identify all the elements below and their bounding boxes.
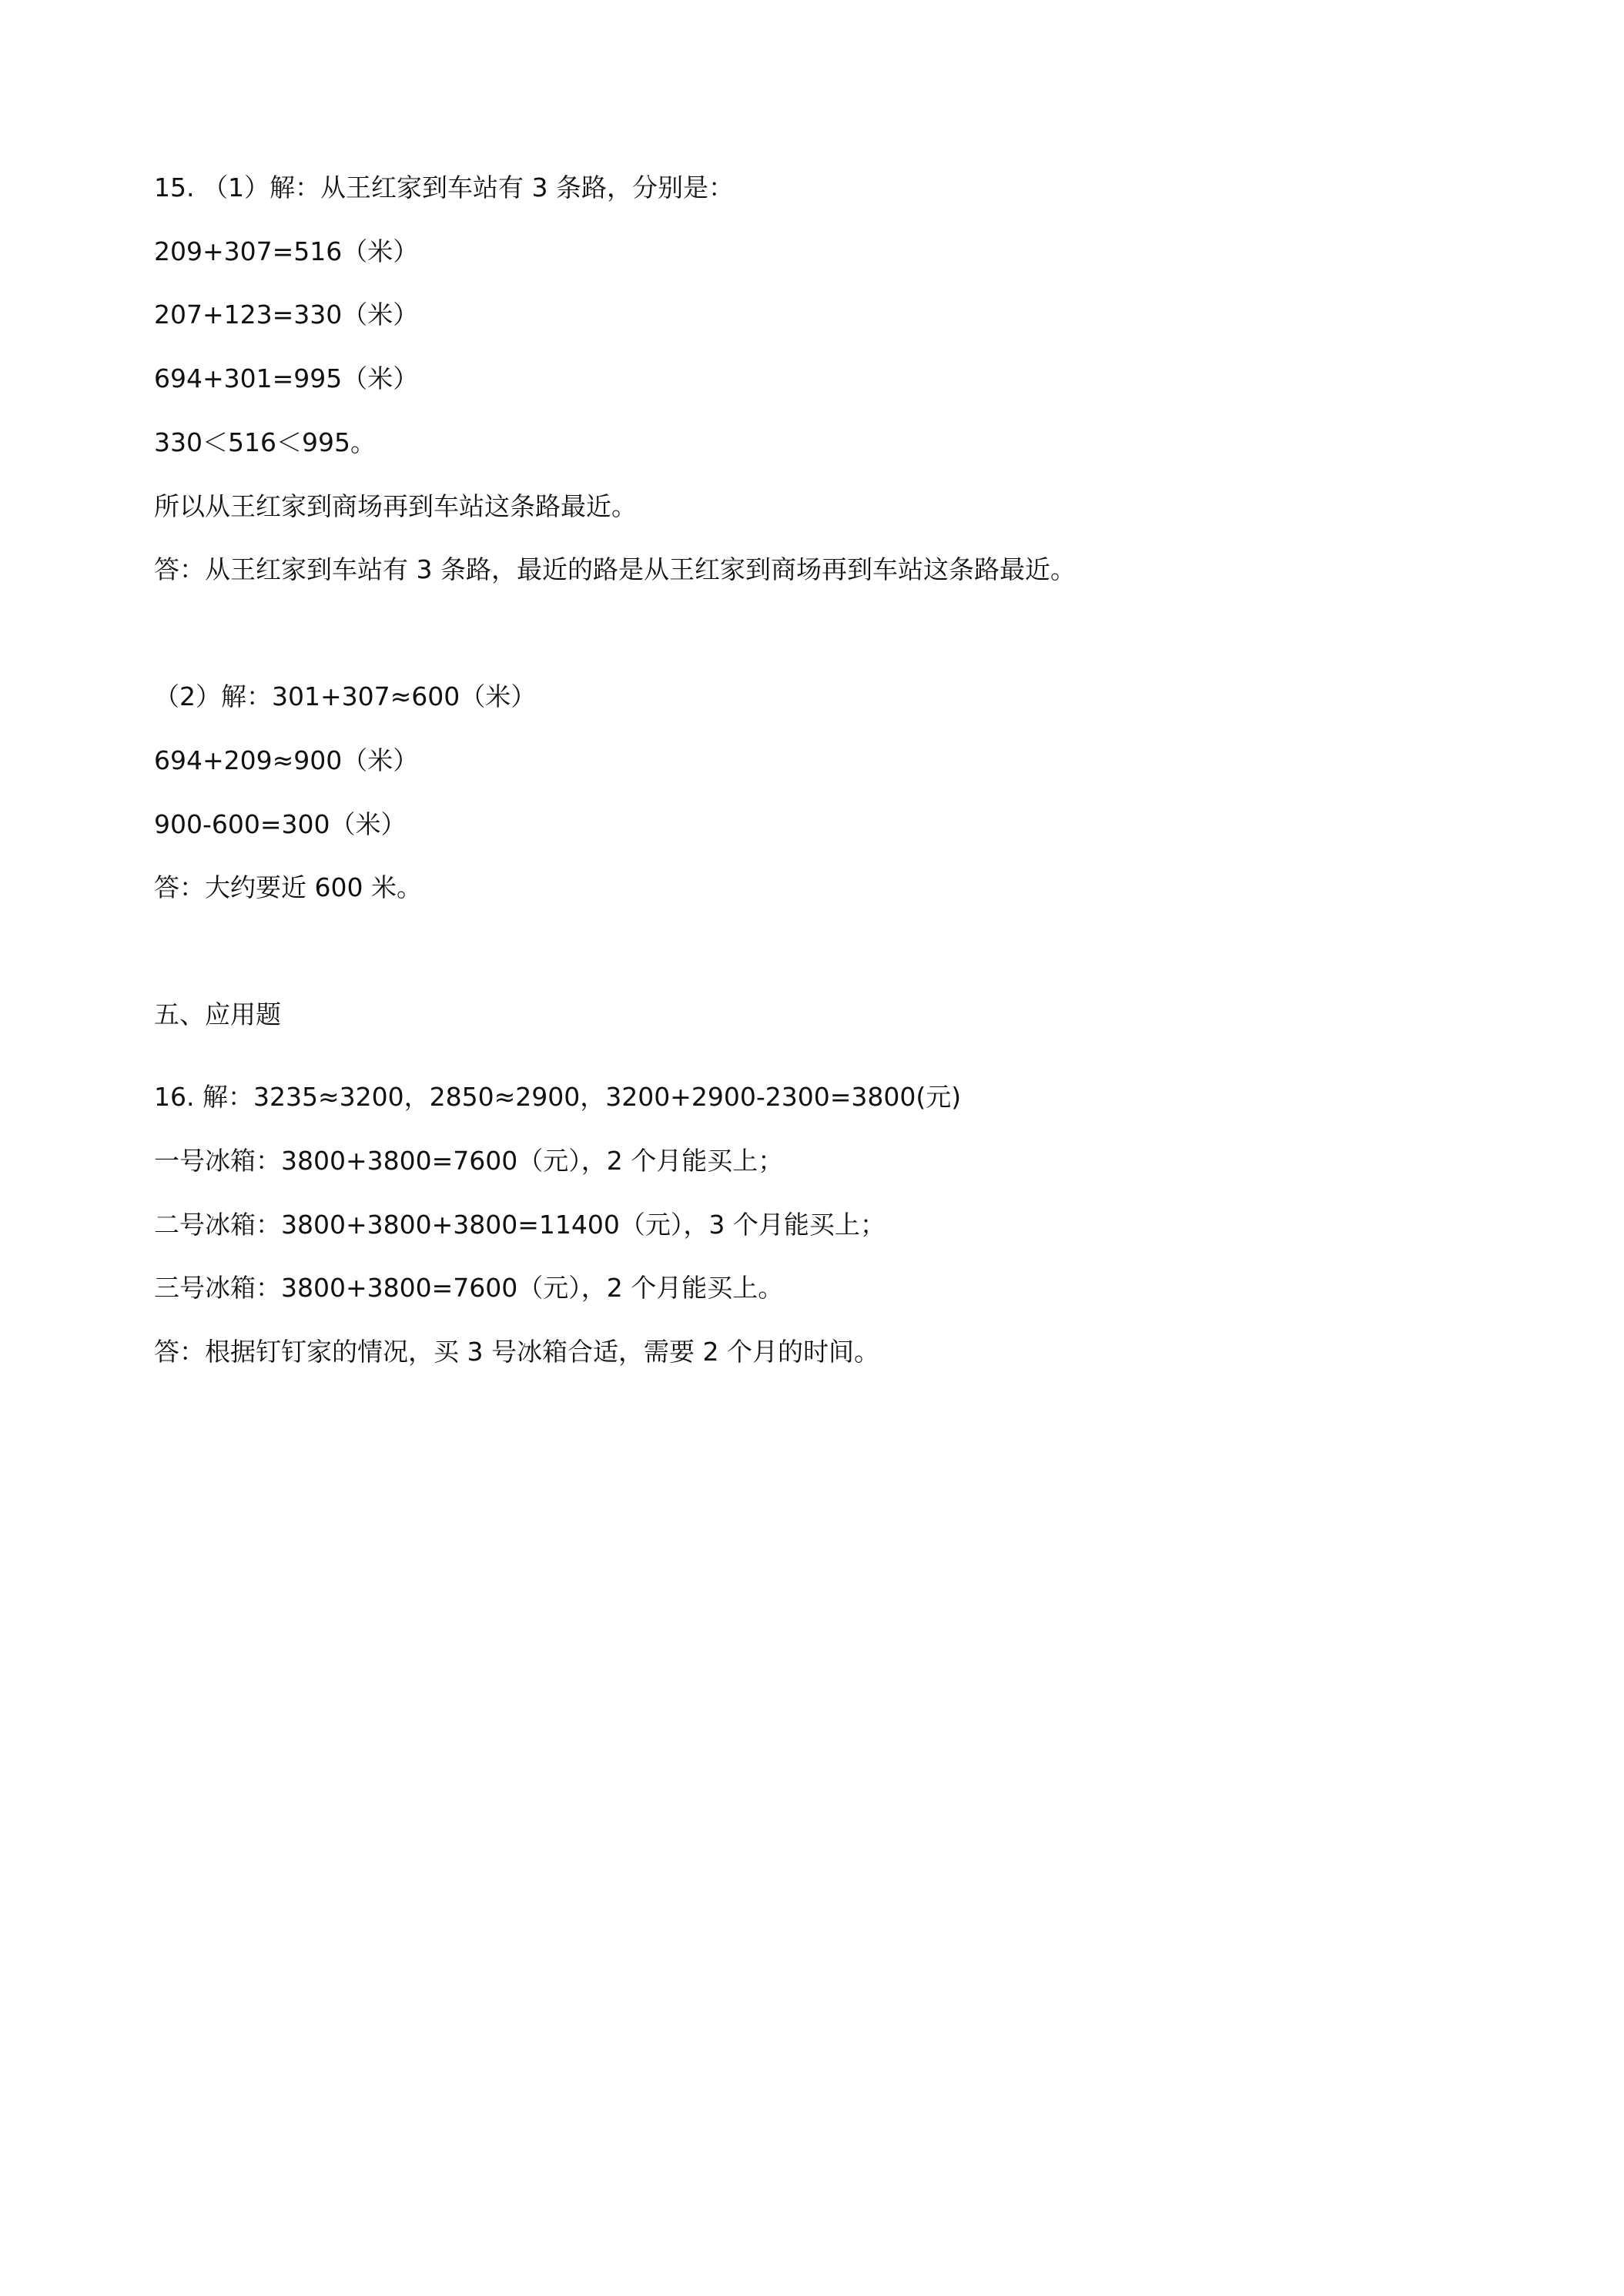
q15-part1-answer: 答：从王红家到车站有 3 条路，最近的路是从王红家到商场再到车站这条路最近。: [154, 554, 1076, 584]
q16-fridge-3: 三号冰箱：3800+3800=7600（元），2 个月能买上。: [154, 1273, 784, 1303]
q16-answer: 答：根据钉钉家的情况，买 3 号冰箱合适，需要 2 个月的时间。: [154, 1337, 879, 1367]
q16-fridge-1: 一号冰箱：3800+3800=7600（元），2 个月能买上；: [154, 1146, 784, 1176]
q15-part1-conclusion: 所以从王红家到商场再到车站这条路最近。: [154, 491, 637, 521]
q15-part2-calc-1: 694+209≈900（米）: [154, 745, 419, 775]
q15-part1-calc-2: 207+123=330（米）: [154, 300, 419, 330]
q15-part2-answer: 答：大约要近 600 米。: [154, 872, 422, 902]
q16-intro: 16. 解：3235≈3200，2850≈2900，3200+2900-2300=3800(元): [154, 1082, 962, 1112]
q15-part1-calc-1: 209+307=516（米）: [154, 236, 419, 266]
q15-part2-intro: （2）解：301+307≈600（米）: [154, 681, 537, 711]
q15-part2-calc-2: 900-600=300（米）: [154, 809, 407, 839]
q16-fridge-2: 二号冰箱：3800+3800+3800=11400（元），3 个月能买上；: [154, 1210, 886, 1240]
section-heading: 五、应用题: [154, 999, 281, 1029]
q15-part1-intro: 15. （1）解：从王红家到车站有 3 条路，分别是：: [154, 172, 734, 202]
q15-part1-calc-3: 694+301=995（米）: [154, 363, 419, 393]
q15-part1-compare: 330＜516＜995。: [154, 427, 376, 457]
